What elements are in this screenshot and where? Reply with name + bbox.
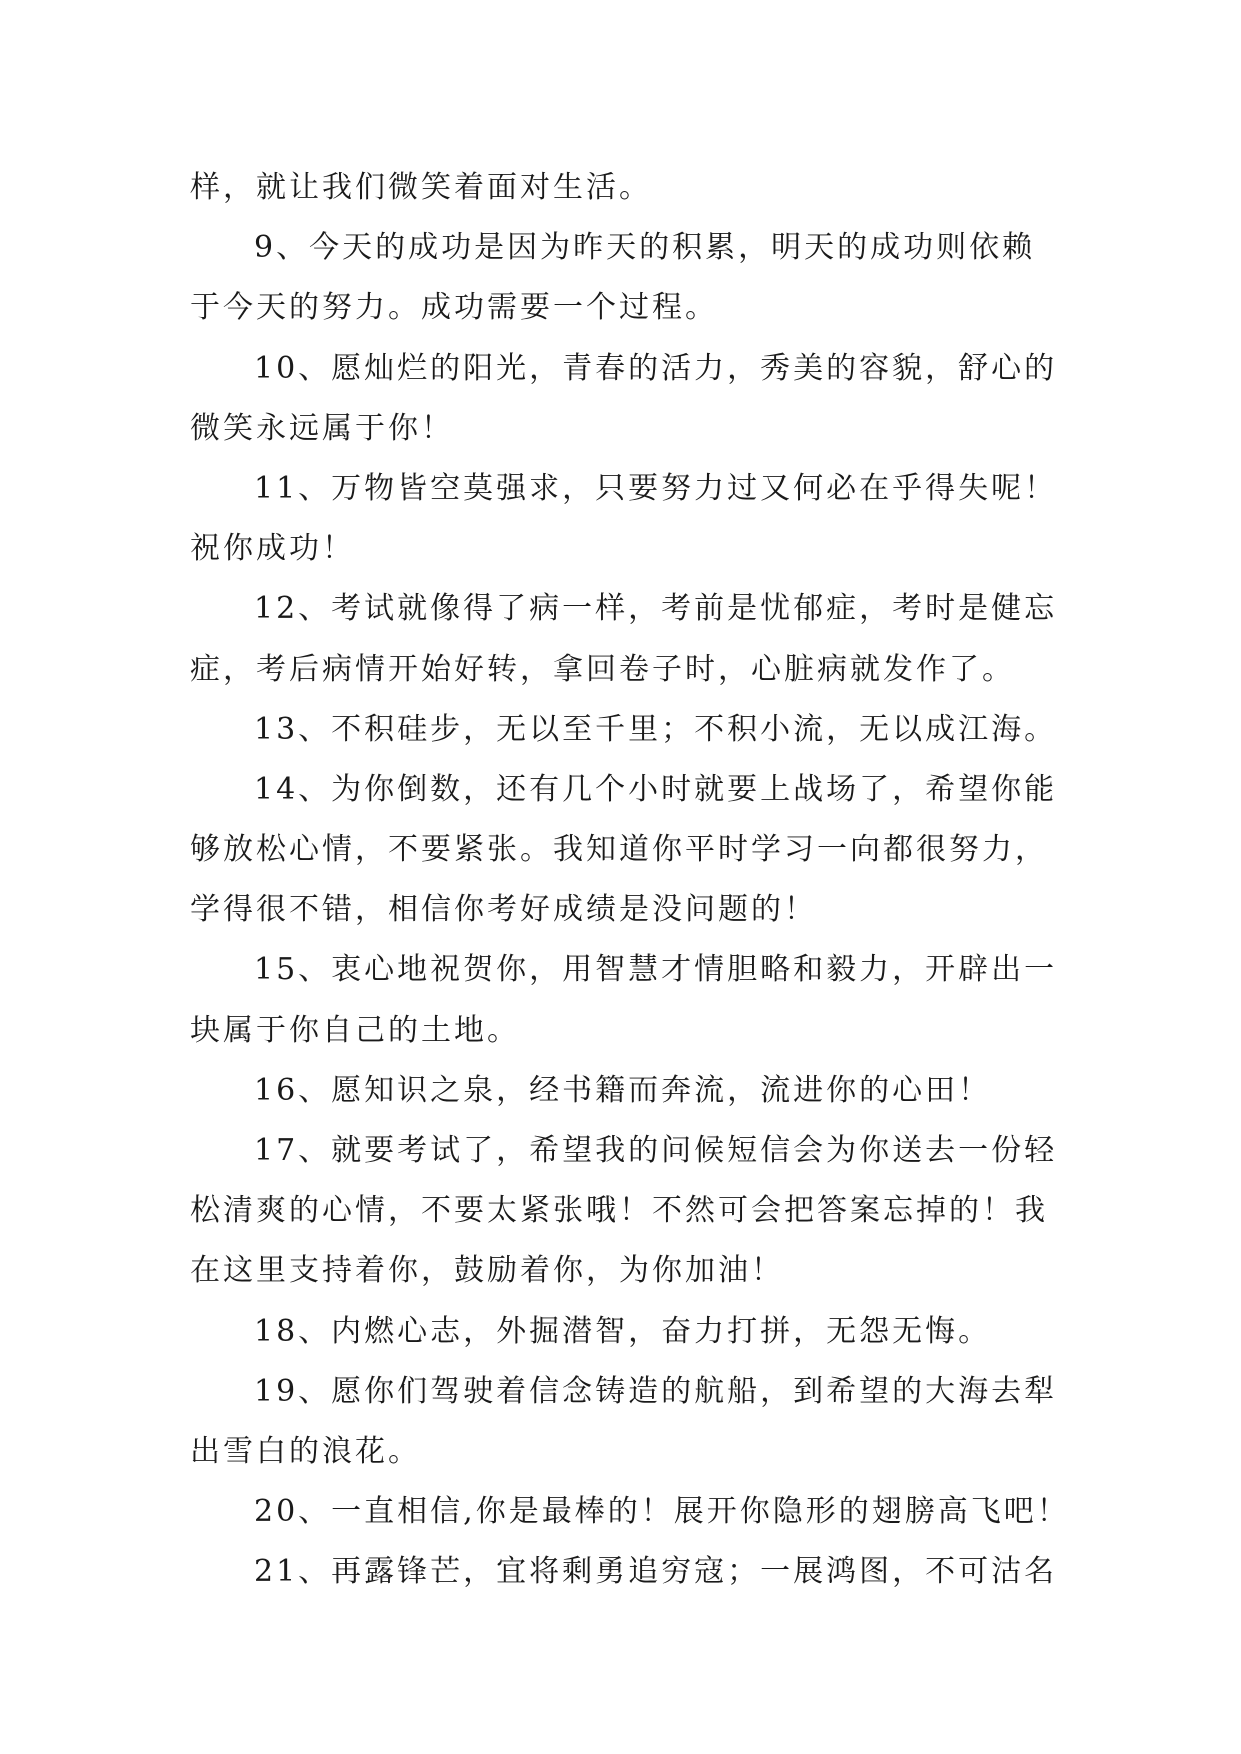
- document-body: [190, 158, 1070, 1603]
- text-line: 11、万物皆空莫强求，只要努力过又何必在乎得失呢！: [254, 470, 1058, 506]
- text-line: 9、今天的成功是因为昨天的积累，明天的成功则依赖: [254, 230, 1036, 266]
- text-line: 12、考试就像得了病一样，考前是忧郁症，考时是健忘: [254, 591, 1058, 627]
- text-line: 块属于你自己的土地。: [190, 1012, 520, 1048]
- text-line: 在这里支持着你，鼓励着你，为你加油！: [190, 1253, 784, 1289]
- text-line: 于今天的努力。成功需要一个过程。: [190, 290, 718, 326]
- text-line: 18、内燃心志，外掘潜智，奋力打拼，无怨无悔。: [254, 1313, 992, 1349]
- text-line: 10、愿灿烂的阳光，青春的活力，秀美的容貌，舒心的: [254, 350, 1058, 386]
- text-line: 20、一直相信,你是最棒的！展开你隐形的翅膀高飞吧！: [254, 1494, 1070, 1530]
- text-line: 21、再露锋芒，宜将剩勇追穷寇；一展鸿图，不可沽名: [254, 1554, 1058, 1590]
- text-line: 15、衷心地祝贺你，用智慧才情胆略和毅力，开辟出一: [254, 952, 1058, 988]
- text-line: 症，考后病情开始好转，拿回卷子时，心脏病就发作了。: [190, 651, 1015, 687]
- text-line: 祝你成功！: [190, 531, 355, 567]
- text-line: 样，就让我们微笑着面对生活。: [190, 170, 652, 205]
- text-line: 够放松心情，不要紧张。我知道你平时学习一向都很努力，: [190, 832, 1048, 868]
- text-line: 学得很不错，相信你考好成绩是没问题的！: [190, 892, 817, 928]
- text-line: 17、就要考试了，希望我的问候短信会为你送去一份轻: [254, 1133, 1058, 1168]
- text-line: 13、不积硅步，无以至千里；不积小流，无以成江海。: [254, 711, 1058, 747]
- text-line: 14、为你倒数，还有几个小时就要上战场了，希望你能: [254, 771, 1058, 807]
- text-line: 19、愿你们驾驶着信念铸造的航船，到希望的大海去犁: [254, 1373, 1058, 1409]
- text-line: 微笑永远属于你！: [190, 410, 454, 446]
- text-line: 出雪白的浪花。: [190, 1433, 421, 1469]
- text-line: 松清爽的心情，不要太紧张哦！不然可会把答案忘掉的！我: [190, 1193, 1048, 1229]
- text-line: 16、愿知识之泉，经书籍而奔流，流进你的心田！: [254, 1072, 992, 1108]
